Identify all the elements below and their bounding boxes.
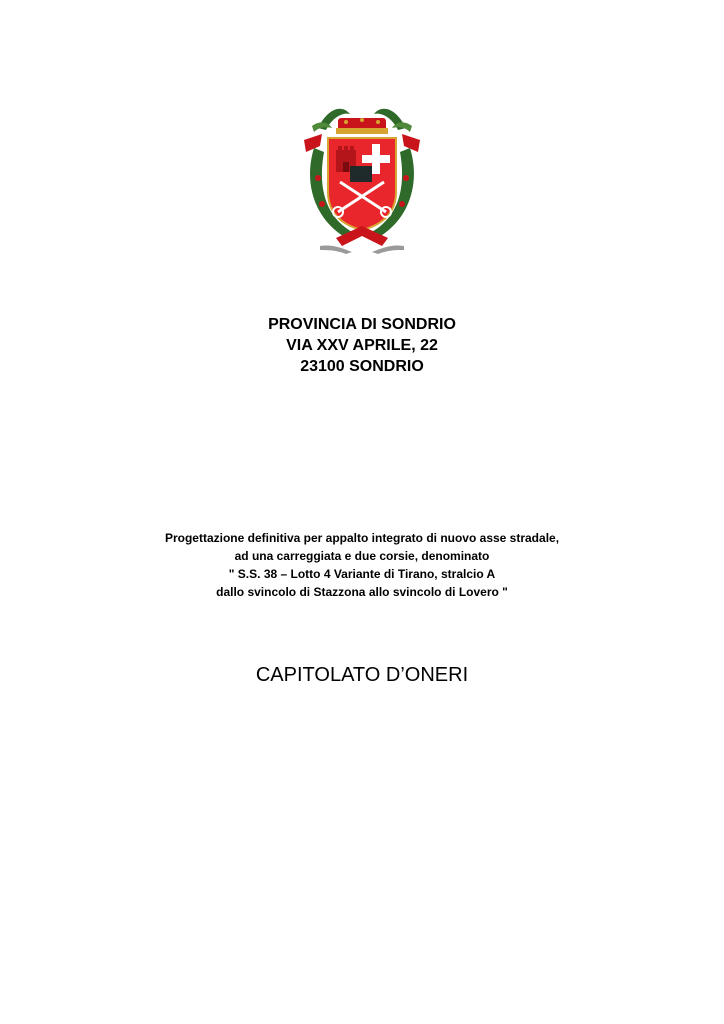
document-title: CAPITOLATO D’ONERI: [255, 664, 469, 686]
address-line-street: VIA XXV APRILE, 22: [286, 337, 438, 354]
address-block: [0, 314, 724, 377]
address-line-province: PROVINCIA DI SONDRIO: [268, 316, 456, 333]
project-line-2: ad una carreggiata e due corsie, denominato: [234, 549, 490, 563]
address-line-city: 23100 SONDRIO: [300, 358, 424, 375]
project-description: [0, 529, 724, 601]
coat-of-arms-icon: [298, 100, 426, 256]
project-line-3: " S.S. 38 – Lotto 4 Variante di Tirano, stralcio A: [228, 567, 496, 581]
project-line-4: dallo svincolo di Stazzona allo svincolo di Lovero ": [216, 585, 508, 599]
project-line-1: Progettazione definitiva per appalto integrato di nuovo asse stradale,: [164, 531, 560, 545]
